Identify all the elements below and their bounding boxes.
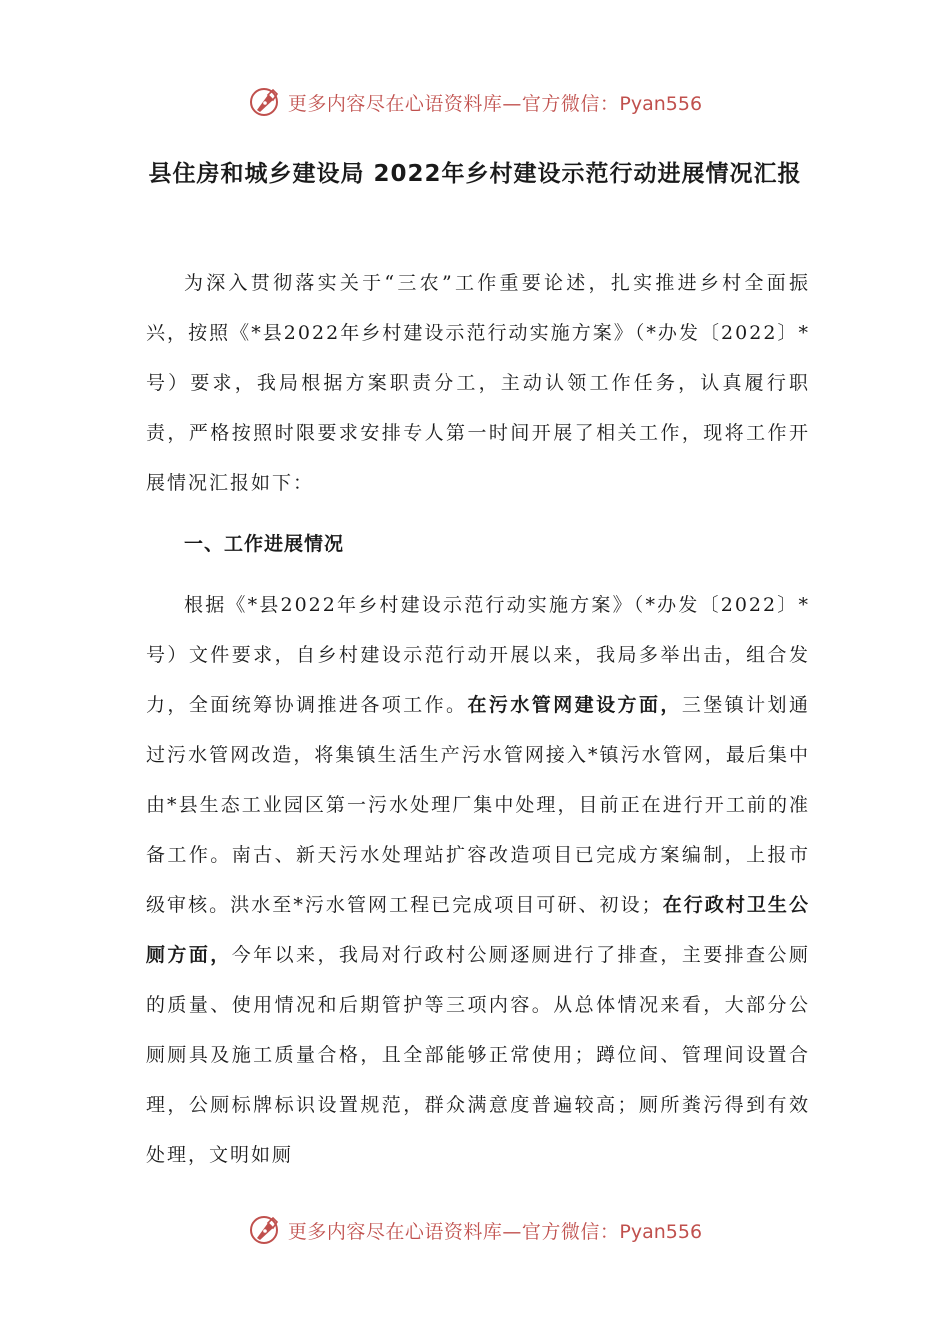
- intro-paragraph: 为深入贯彻落实关于“三农”工作重要论述，扎实推进乡村全面振兴，按照《*县2022年乡村建设示范行动实施方案》（*办发〔2022〕*号）要求，我局根据方案职责分工，主动认领工作任务，认真履行职责，严格按照时限要求安排专人第一时间开展了相关工作，现将工作开展情况汇报如下：: [146, 272, 810, 494]
- pen-nib-logo-icon: [248, 85, 282, 119]
- bold-label-toilets: 在行政村卫生公厕方面，: [146, 894, 810, 966]
- watermark-text: 更多内容尽在心语资料库—官方微信：Pyan556: [287, 1220, 703, 1243]
- watermark-banner-top: [0, 82, 950, 122]
- document-title: 县住房和城乡建设局 2022年乡村建设示范行动进展情况汇报: [148, 161, 802, 187]
- section-heading: 一、工作进展情况: [184, 533, 345, 555]
- bold-label-sewage: 在污水管网建设方面，: [467, 694, 682, 716]
- paragraph-text-middle: 三堡镇计划通过污水管网改造，将集镇生活生产污水管网接入*镇污水管网，最后集中由*县生态工业园区第一污水处理厂集中处理，目前正在进行开工前的准备工作。南古、新天污水处理站扩容改造项目已完成方案编制，上报市级审核。洪水至*污水管网工程已完成项目可研、初设；: [146, 694, 810, 916]
- paragraph-text-start: 根据《*县2022年乡村建设示范行动实施方案》（*办发〔2022〕*号）文件要求，自乡村建设示范行动开展以来，我局多举出击，组合发力，全面统筹协调推进各项工作。: [146, 594, 810, 716]
- watermark-banner-bottom: [0, 1210, 950, 1250]
- document-body: [146, 258, 810, 1180]
- paragraph-text-end: 今年以来，我局对行政村公厕逐厕进行了排查，主要排查公厕的质量、使用情况和后期管护等三项内容。从总体情况来看，大部分公厕厕具及施工质量合格，且全部能够正常使用；蹲位间、管理间设置合理，公厕标牌标识设置规范，群众满意度普遍较高；厕所粪污得到有效处理，文明如厕: [146, 944, 810, 1166]
- pen-nib-logo-icon: [248, 1213, 282, 1247]
- watermark-text: 更多内容尽在心语资料库—官方微信：Pyan556: [287, 92, 703, 115]
- section-paragraph: [146, 580, 810, 1180]
